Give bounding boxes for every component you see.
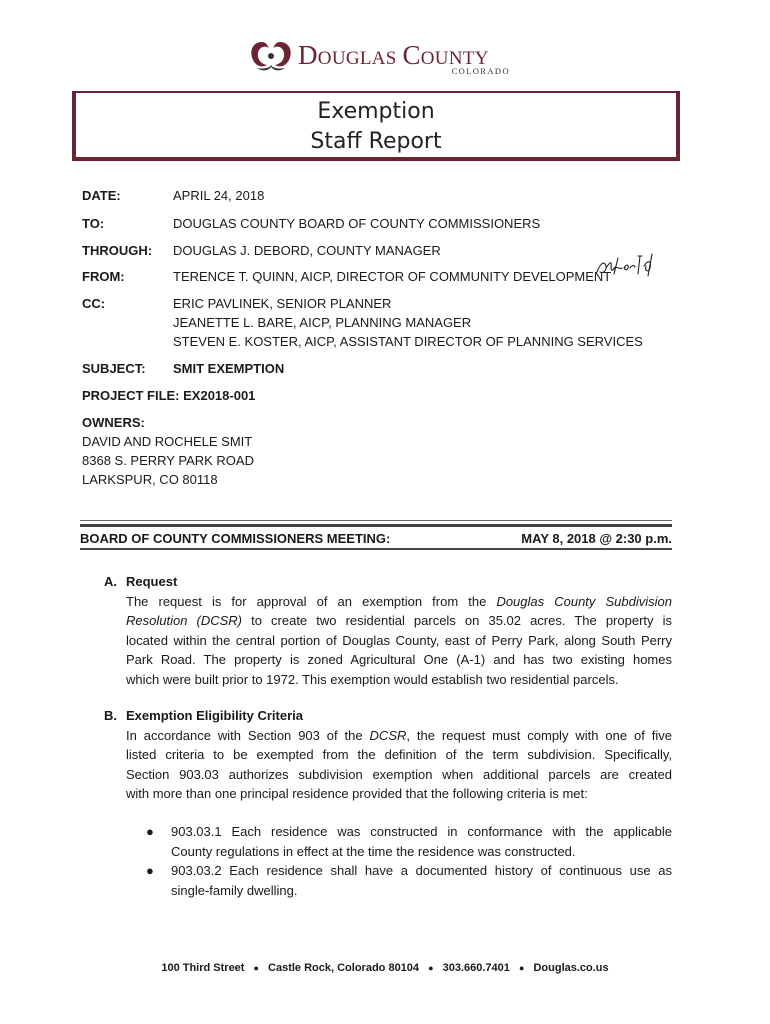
- list-item: ● 903.03.1 Each residence was constructed in conformance with the applicable County regulations in effect at the time the residence was constructed.: [146, 824, 672, 859]
- county-logo: [248, 36, 518, 76]
- footer-phone: 303.660.7401: [442, 962, 510, 974]
- section-paragraph: In accordance with Section 903 of the DCSR, the request must comply with one of five listed criteria to be exempted from the definition of the term subdivision. Specifically, Section 903.03 authorizes subdivision exemption when additional parcels are created with more than one principal residence provided that the following criteria is met:: [126, 727, 672, 801]
- date-label: DATE:: [82, 188, 121, 203]
- owner-line: 8368 S. PERRY PARK ROAD: [82, 453, 254, 468]
- footer-city: Castle Rock, Colorado 80104: [268, 962, 420, 974]
- section-heading: A. Request: [104, 574, 178, 589]
- through-label: THROUGH:: [82, 243, 153, 258]
- footer-address: 100 Third Street: [161, 962, 245, 974]
- cc-label: CC:: [82, 296, 106, 311]
- county-emblem-icon: [248, 38, 294, 74]
- separator-dot-icon: ●: [518, 963, 525, 973]
- from-label: FROM:: [82, 269, 125, 284]
- criteria-list: [146, 822, 672, 900]
- owners-label: OWNERS:: [82, 415, 145, 430]
- footer-website: Douglas.co.us: [533, 962, 609, 974]
- date-value: APRIL 24, 2018: [173, 188, 265, 203]
- section-paragraph: The request is for approval of an exemption from the Douglas County Subdivision Resolution (DCSR) to create two residential parcels on 35.02 acres. The property is located within the central portion of Douglas County, east of Perry Park, along South Perry Park Road. The property is zoned Agricultural One (A-1) and has two existing homes which were built prior to 1972. This exemption would establish two residential parcels.: [126, 593, 672, 687]
- from-value: TERENCE T. QUINN, AICP, DIRECTOR OF COMMUNITY DEVELOPMENT: [173, 269, 612, 284]
- report-title-line2: Staff Report: [310, 129, 442, 154]
- bullet-icon: ●: [146, 863, 154, 878]
- handwritten-initials: [594, 252, 660, 282]
- state-name: COLORADO: [451, 66, 510, 76]
- page-footer: [0, 962, 770, 974]
- subject-label: SUBJECT:: [82, 361, 146, 376]
- bullet-icon: ●: [146, 824, 154, 839]
- meeting-bar: [80, 524, 672, 550]
- report-title-line1: Exemption: [317, 99, 435, 124]
- cc-recipient: ERIC PAVLINEK, SENIOR PLANNER: [173, 296, 392, 311]
- section-heading: B. Exemption Eligibility Criteria: [104, 708, 303, 723]
- project-file: PROJECT FILE: EX2018-001: [82, 388, 256, 403]
- section-eligibility: [104, 706, 672, 804]
- to-label: TO:: [82, 216, 105, 231]
- cc-recipient: STEVEN E. KOSTER, AICP, ASSISTANT DIRECTOR OF PLANNING SERVICES: [173, 334, 643, 349]
- divider: [80, 520, 672, 521]
- owner-line: DAVID AND ROCHELE SMIT: [82, 434, 253, 449]
- cc-list: [173, 294, 643, 351]
- owners-block: [82, 413, 254, 489]
- section-request: [104, 572, 672, 689]
- separator-dot-icon: ●: [428, 963, 434, 973]
- subject-value: SMIT EXEMPTION: [173, 361, 285, 376]
- owner-line: LARKSPUR, CO 80118: [82, 472, 218, 487]
- through-value: DOUGLAS J. DEBORD, COUNTY MANAGER: [173, 243, 441, 258]
- cc-recipient: JEANETTE L. BARE, AICP, PLANNING MANAGER: [173, 315, 472, 330]
- list-item: ● 903.03.2 Each residence shall have a documented history of continuous use as single-family dwelling.: [146, 863, 672, 898]
- separator-dot-icon: ●: [253, 963, 259, 973]
- county-name: Douglas County: [298, 40, 489, 70]
- to-value: DOUGLAS COUNTY BOARD OF COUNTY COMMISSIONERS: [173, 216, 541, 231]
- meeting-label: BOARD OF COUNTY COMMISSIONERS MEETING:: [80, 531, 391, 546]
- meeting-datetime: MAY 8, 2018 @ 2:30 p.m.: [521, 531, 672, 546]
- report-title-box: [72, 91, 680, 161]
